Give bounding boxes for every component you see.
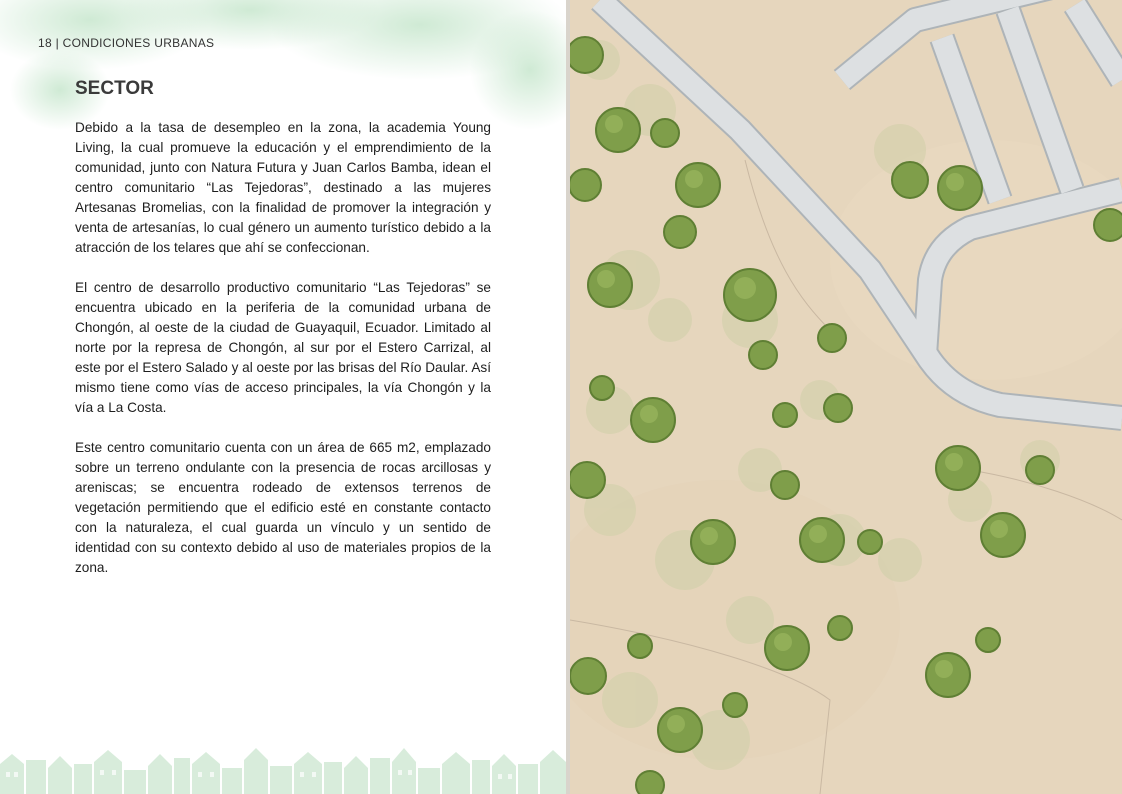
paragraph: Debido a la tasa de desempleo en la zona, la academia Young Living, la cual promueve la educación y el emprendimiento de la comunidad, junto con Natura Futura y Juan Carlos Bamba, idean el centro comunitario “Las Tejedoras”, destinado a las mujeres Artesanas Bromelias, con la finalidad de promover la integración y venta de artesanías, lo cual género un aumento turístico debido a la atracción de los telares que ahí se confeccionan. [75,120,491,255]
body-text [75,118,491,598]
page-header: 18 | CONDICIONES URBANAS [38,36,215,50]
site-plan-illustration [570,0,1122,794]
town-skyline-decoration [0,734,566,794]
paragraph: Este centro comunitario cuenta con un área de 665 m2, emplazado sobre un terreno ondulante con la presencia de rocas arcillosas y areniscas; se encuentra rodeado de extensos terrenos de vegetación permitiendo que el edificio esté en constante contacto con la naturaleza, el cual guarda un vínculo y un sentido de identidad con su contexto debido al uso de materiales propios de la zona. [75,440,491,575]
paragraph: El centro de desarrollo productivo comunitario “Las Tejedoras” se encuentra ubicado en la periferia de la comunidad urbana de Chongón, al oeste de la ciudad de Guayaquil, Ecuador. Limitado al norte por la represa de Chongón, al sur por el Estero Carrizal, al este por el Estero Salado y al oeste por las brisas del Río Daular. Así mismo tiene como vías de acceso principales, la vía Chongón y la vía a La Costa. [75,280,491,415]
site-plan-map [570,0,1122,794]
section-title: SECTOR [75,78,154,99]
